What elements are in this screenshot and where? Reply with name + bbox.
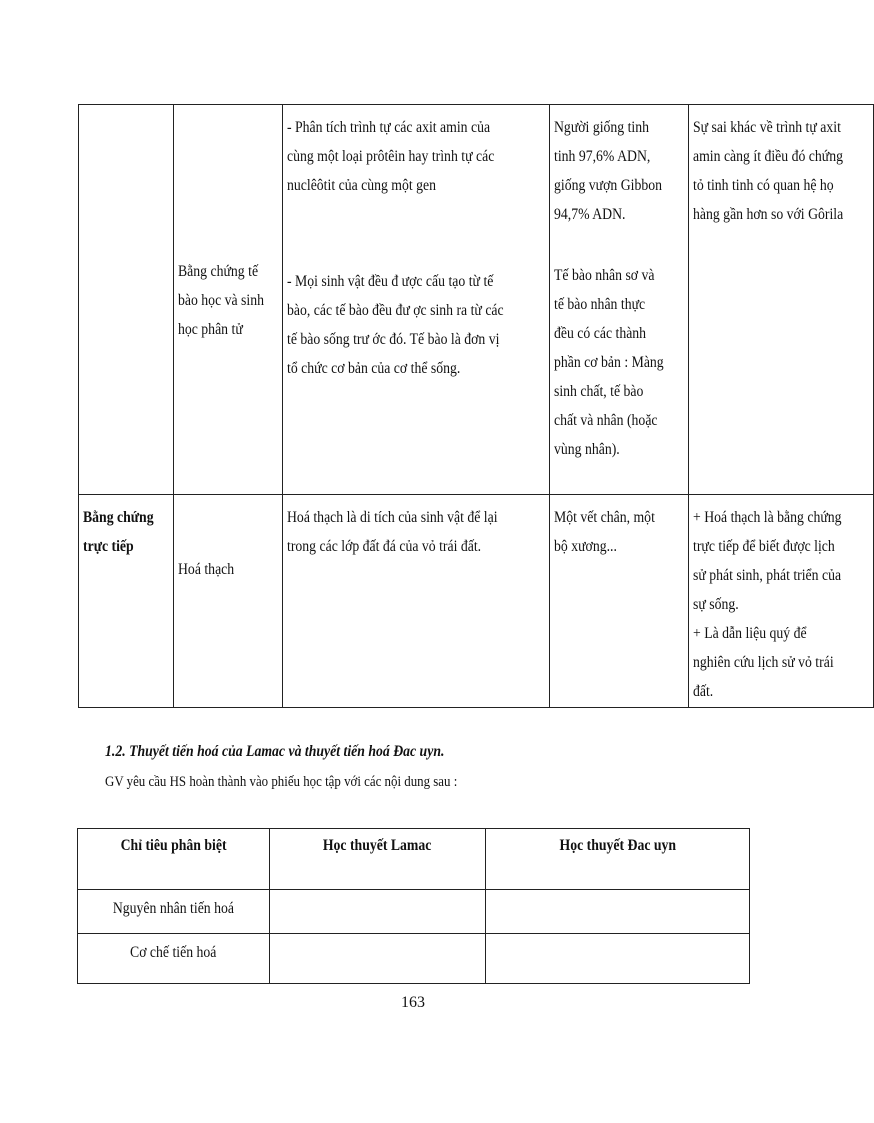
table-cell	[486, 890, 750, 934]
category-cell: Bằng chứng trực tiếp	[79, 495, 174, 708]
evidence-table	[78, 104, 874, 708]
table-cell	[270, 890, 486, 934]
column-header: Học thuyết Lamac	[270, 829, 486, 890]
table-row	[78, 890, 750, 934]
conclusion-cell: + Hoá thạch là bằng chứng trực tiếp để biết được lịch sử phát sinh, phát triển của sự sống. + Là dẫn liệu quý để nghiên cứu lịch sử vỏ trái đất.	[689, 495, 874, 708]
table-cell	[270, 934, 486, 984]
page-number: 163	[401, 994, 425, 1011]
example-cell: Một vết chân, một bộ xương...	[550, 495, 689, 708]
subtype-cell: Hoá thạch	[174, 495, 283, 708]
table-cell: Cơ chế tiến hoá	[78, 934, 270, 984]
subtype-cell: Bằng chứng tế bào học và sinh học phân tử	[174, 105, 283, 495]
table-cell: Nguyên nhân tiến hoá	[78, 890, 270, 934]
description-cell: Hoá thạch là di tích của sinh vật để lại trong các lớp đất đá của vỏ trái đất.	[283, 495, 550, 708]
column-header: Chỉ tiêu phân biệt	[78, 829, 270, 890]
example-cell: Người giống tinh tinh 97,6% ADN, giống vượn Gibbon 94,7% ADN. Tế bào nhân sơ và tế bào nhân thực đều có các thành phần cơ bản : Màng sinh chất, tế bào chất và nhân (hoặc vùng nhân).	[550, 105, 689, 495]
column-header: Học thuyết Đac uyn	[486, 829, 750, 890]
table-header-row	[78, 829, 750, 890]
intro-text: GV yêu cầu HS hoàn thành vào phiếu học tập với các nội dung sau :	[105, 774, 458, 790]
description-cell: - Phân tích trình tự các axit amin của cùng một loại prôtêin hay trình tự các nuclêôtit của cùng một gen - Mọi sinh vật đều đ ược cấu tạo từ tế bào, các tế bào đều đư ợc sinh ra từ các tế bào sống trư ớc đó. Tế bào là đơn vị tổ chức cơ bản của cơ thể sống.	[283, 105, 550, 495]
conclusion-cell: Sự sai khác về trình tự axit amin càng ít điều đó chứng tỏ tinh tinh có quan hệ họ hàng gần hơn so với Gôrila	[689, 105, 874, 495]
table-cell	[486, 934, 750, 984]
table-row	[79, 495, 874, 708]
category-cell	[79, 105, 174, 495]
table-row	[78, 934, 750, 984]
comparison-table	[77, 828, 750, 984]
section-heading: 1.2. Thuyết tiến hoá của Lamac và thuyết tiến hoá Đac uyn.	[105, 743, 445, 760]
table-row	[79, 105, 874, 495]
